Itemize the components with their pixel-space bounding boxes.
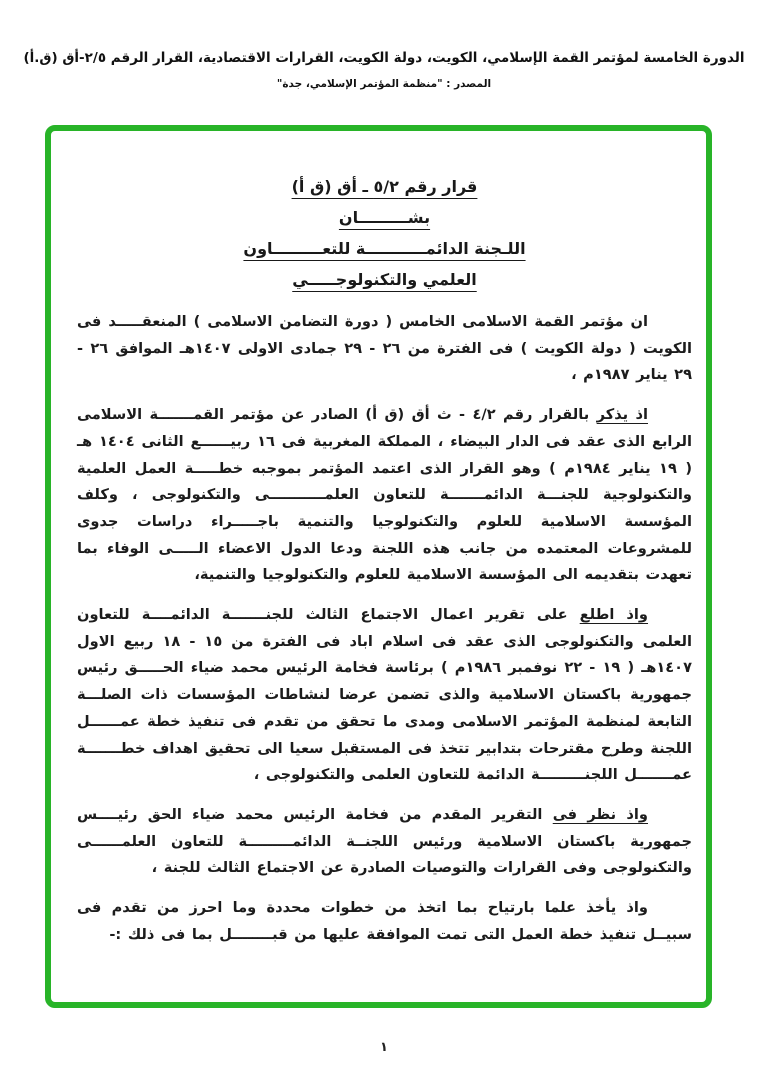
paragraph-preamble bbox=[77, 309, 692, 389]
paragraph-taking-note bbox=[77, 895, 692, 948]
document-source: المصدر : "منظمة المؤتمر الإسلامي، جدة" bbox=[276, 78, 492, 90]
resolution-regarding-line: بشـــــــــان bbox=[338, 208, 431, 227]
paragraph-having-considered-lead: واذ نظر فى bbox=[552, 805, 648, 823]
document-header bbox=[0, 50, 768, 90]
paragraph-having-considered bbox=[77, 802, 692, 882]
document-header-title: الدورة الخامسة لمؤتمر القمة الإسلامي، الكويت، دولة الكويت، القرارات الاقتصادية، القرار الرقم ٢/٥-أق (ق.أ) bbox=[23, 50, 745, 66]
paragraph-recalling bbox=[77, 402, 692, 589]
paragraph-having-reviewed-report-lead: واذ اطلع bbox=[579, 606, 649, 624]
paragraph-taking-note-text: واذ يأخذ علما بارتياح بما اتخذ من خطوات محددة وما احرز من تقدم فى سبيــل تنفيذ خطة العمل التى تمت الموافقة عليها من قبــــــــل بما فى ذلك :- bbox=[77, 899, 692, 943]
paragraph-recalling-lead: اذ يذكر bbox=[596, 406, 648, 424]
paragraph-having-reviewed-report bbox=[77, 602, 692, 789]
resolution-subject-line: العلمي والتكنولوجـــــي bbox=[292, 270, 477, 289]
page-number: ١ bbox=[380, 1040, 388, 1055]
paragraph-recalling-text: بالقرار رقم ٤/٢ - ث أق (ق أ) الصادر عن مؤتمر القمـــــــة الاسلامى الرابع الذى عقد فى الدار البيضاء ، المملكة المغربية فى ١٦ ربيــــــع الثانى ١٤٠٤ هـ ( ١٩ يناير ١٩٨٤م ) وهو القرار الذى اعتمد المؤتمر بموجبه خطـــــة العمل العلمية والتكنولوجية للجنـــة الدائمـــــــة للتعاون العلمـــــــــــى والتكنولوجى ، وكلف المؤسسة الاسلامية للعلوم والتكنولوجيا والتنمية باجـــــراء دراسات جدوى للمشروعات المعتمده من جانب هذه اللجنة ودعا الدول الاعضاء الـــــى الوفاء بما تعهدت بتقديمه الى المؤسسة الاسلامية للعلوم والتكنولوجيا والتنمية، bbox=[77, 406, 692, 584]
paragraph-preamble-text: ان مؤتمر القمة الاسلامى الخامس ( دورة التضامن الاسلامى ) المنعقـــــد فى الكويت ( دولة الكويت ) فى الفترة من ٢٦ - ٢٩ جمادى الاولى ١٤٠٧هـ الموافق ٢٦ - ٢٩ يناير ١٩٨٧م ، bbox=[77, 313, 692, 384]
resolution-committee-line: اللـجنة الدائمـــــــــــة للتعـــــــــاون bbox=[243, 239, 526, 258]
paragraph-having-considered-text: التقرير المقدم من فخامة الرئيس محمد ضياء الحق رئيــــس جمهورية باكستان الاسلامية ورئيس اللجنــة الدائمـــــــــة للتعاون العلمــــــى والتكنولوجى وفى القرارات والتوصيات الصادرة عن الاجتماع الثالث للجنة ، bbox=[77, 805, 692, 877]
resolution-title-block bbox=[77, 177, 692, 289]
scanned-document-frame bbox=[45, 125, 712, 1008]
resolution-number-line: قرار رقم ٥/٢ ـ أق (ق أ) bbox=[291, 177, 478, 196]
paragraph-having-reviewed-report-text: على تقرير اعمال الاجتماع الثالث للجنـــــــة الدائمــــة للتعاون العلمى والتكنولوجى الذى عقد فى اسلام اباد فى الفترة من ١٥ - ١٨ ربيع الاول ١٤٠٧هـ ( ١٩ - ٢٢ نوفمبر ١٩٨٦م ) برئاسة فخامة الرئيس محمد ضياء الحـــــق رئيس جمهورية باكستان الاسلامية والذى تضمن عرضا لنشاطات المؤسسات ذات الصلـــة التابعة لمنظمة المؤتمر الاسلامى ومدى ما تحقق من تقدم فى تنفيذ خطة عمــــــل اللجنة وطرح مقترحات بتدابير تتخذ فى المستقبل سعيا الى تحقيق اهداف خطـــــــة عمـــــــل اللجنـــــــــة الدائمة للتعاون العلمى والتكنولوجى ، bbox=[77, 606, 692, 784]
